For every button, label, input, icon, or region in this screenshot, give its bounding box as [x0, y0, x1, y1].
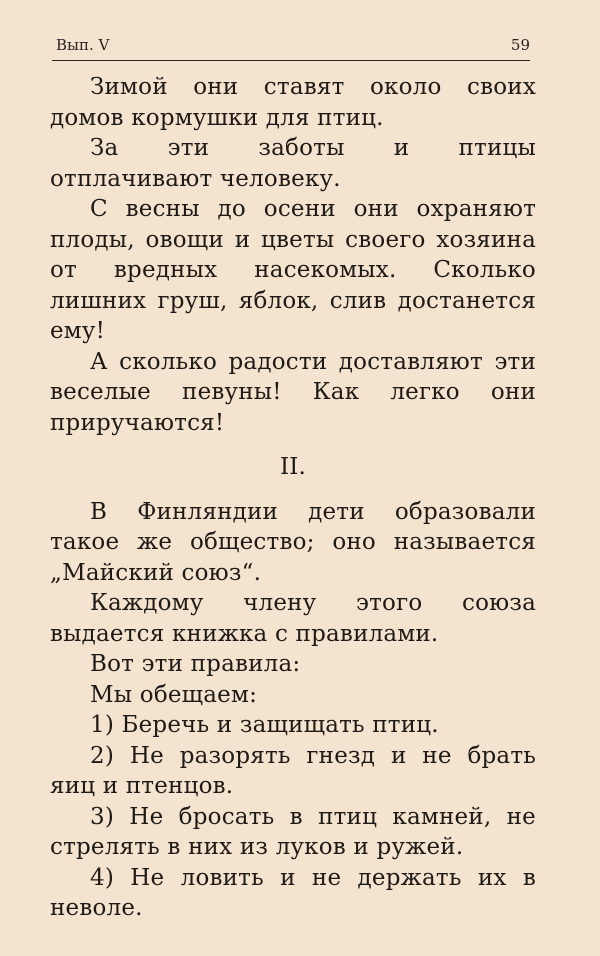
paragraph: С весны до осени они охраняют плоды, овощи и цветы своего хозяина от вредных насекомых. Сколько лишних груш, яблок, слив достанется ему!	[50, 196, 536, 344]
paragraph: Вот эти правила:	[90, 651, 301, 677]
paragraph: За эти заботы и птицы отплачивают человеку.	[50, 135, 536, 192]
list-item: 1) Беречь и защищать птиц.	[90, 712, 439, 738]
list-item: 2) Не разорять гнезд и не брать яиц и птенцов.	[50, 742, 536, 799]
section-heading: II.	[279, 454, 307, 480]
page-number: 59	[510, 36, 530, 54]
paragraph: Зимой они ставят около своих домов кормушки для птиц.	[50, 74, 536, 131]
paragraph: В Финляндии дети образовали такое же общество; оно называется „Майский союз“.	[50, 498, 536, 586]
page-body	[50, 72, 536, 924]
running-header	[52, 32, 530, 61]
paragraph: Мы обещаем:	[90, 681, 258, 708]
list-item: 4) Не ловить и не держать их в неволе.	[50, 864, 536, 921]
paragraph: Каждому члену этого союза выдается книжка с правилами.	[50, 590, 536, 647]
paragraph: А сколько радости доставляют эти веселые певуны! Как легко они приручаются!	[50, 348, 536, 436]
list-item: 3) Не бросать в птиц камней, не стрелять в них из луков и ружей.	[50, 803, 536, 860]
issue-label: Вып. V	[56, 36, 110, 54]
